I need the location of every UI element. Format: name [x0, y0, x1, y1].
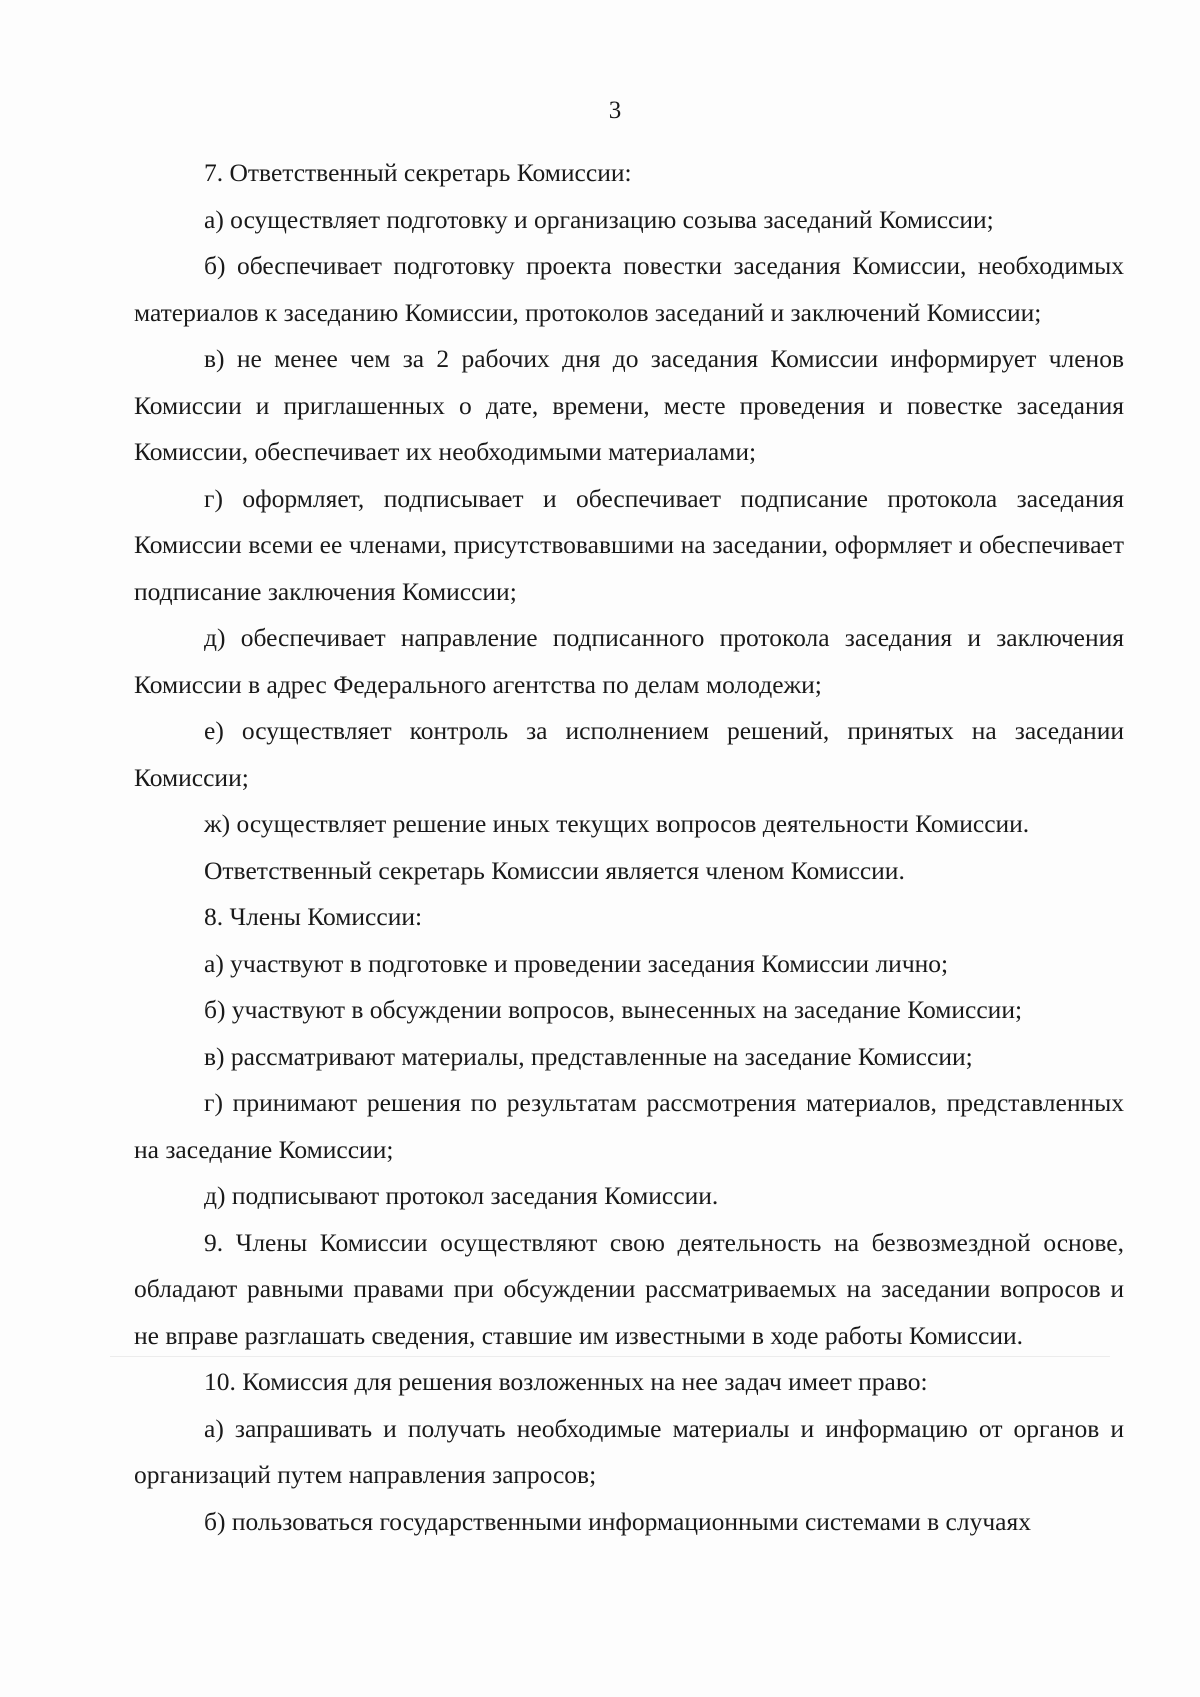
- paragraph-8b: б) участвуют в обсуждении вопросов, вынесенных на заседание Комиссии;: [204, 995, 1023, 1024]
- paragraph-8g: г) принимают решения по результатам рассмотрения материалов, представленных на заседание Комиссии;: [134, 1088, 1124, 1164]
- scan-artifact-line: [110, 1356, 1110, 1357]
- paragraph-10b: б) пользоваться государственными информационными системами в случаях: [204, 1506, 1031, 1536]
- paragraph-9: 9. Члены Комиссии осуществляют свою деятельность на безвозмездной основе, обладают равными правами при обсуждении рассматриваемых на заседании вопросов и не вправе разглашать сведения, ставшие им известными в ходе работы Комиссии.: [134, 1227, 1124, 1350]
- paragraph-7e: е) осуществляет контроль за исполнением решений, принятых на заседании Комиссии;: [134, 716, 1124, 792]
- paragraph-8-heading: 8. Члены Комиссии:: [204, 902, 423, 931]
- document-body: [134, 150, 1124, 1545]
- paragraph-7a: а) осуществляет подготовку и организацию созыва заседаний Комиссии;: [204, 204, 994, 234]
- paragraph-7g: г) оформляет, подписывает и обеспечивает подписание протокола заседания Комиссии всеми ее членами, присутствовавшими на заседании, оформляет и обеспечивает подписание заключения Комиссии;: [134, 483, 1124, 606]
- paragraph-7zh: ж) осуществляет решение иных текущих вопросов деятельности Комиссии.: [204, 809, 1030, 838]
- paragraph-8a: а) участвуют в подготовке и проведении заседания Комиссии лично;: [204, 948, 949, 978]
- paragraph-7b: б) обеспечивает подготовку проекта повестки заседания Комиссии, необходимых материалов к заседанию Комиссии, протоколов заседаний и заключений Комиссии;: [134, 251, 1124, 327]
- page-number: 3: [608, 97, 622, 124]
- paragraph-7v: в) не менее чем за 2 рабочих дня до заседания Комиссии информирует членов Комиссии и приглашенных о дате, времени, месте проведения и повестке заседания Комиссии, обеспечивает их необходимыми материалами;: [134, 344, 1124, 466]
- paragraph-7-note: Ответственный секретарь Комиссии является членом Комиссии.: [204, 855, 905, 885]
- paragraph-7-heading: 7. Ответственный секретарь Комиссии:: [204, 158, 632, 187]
- paragraph-10a: а) запрашивать и получать необходимые материалы и информацию от органов и организаций путем направления запросов;: [134, 1413, 1124, 1489]
- paragraph-10-heading: 10. Комиссия для решения возложенных на нее задач имеет право:: [204, 1367, 928, 1396]
- paragraph-8d: д) подписывают протокол заседания Комиссии.: [204, 1181, 719, 1210]
- paragraph-8v: в) рассматривают материалы, представленные на заседание Комиссии;: [204, 1041, 973, 1071]
- paragraph-7d: д) обеспечивает направление подписанного протокола заседания и заключения Комиссии в адрес Федерального агентства по делам молодежи;: [134, 623, 1124, 699]
